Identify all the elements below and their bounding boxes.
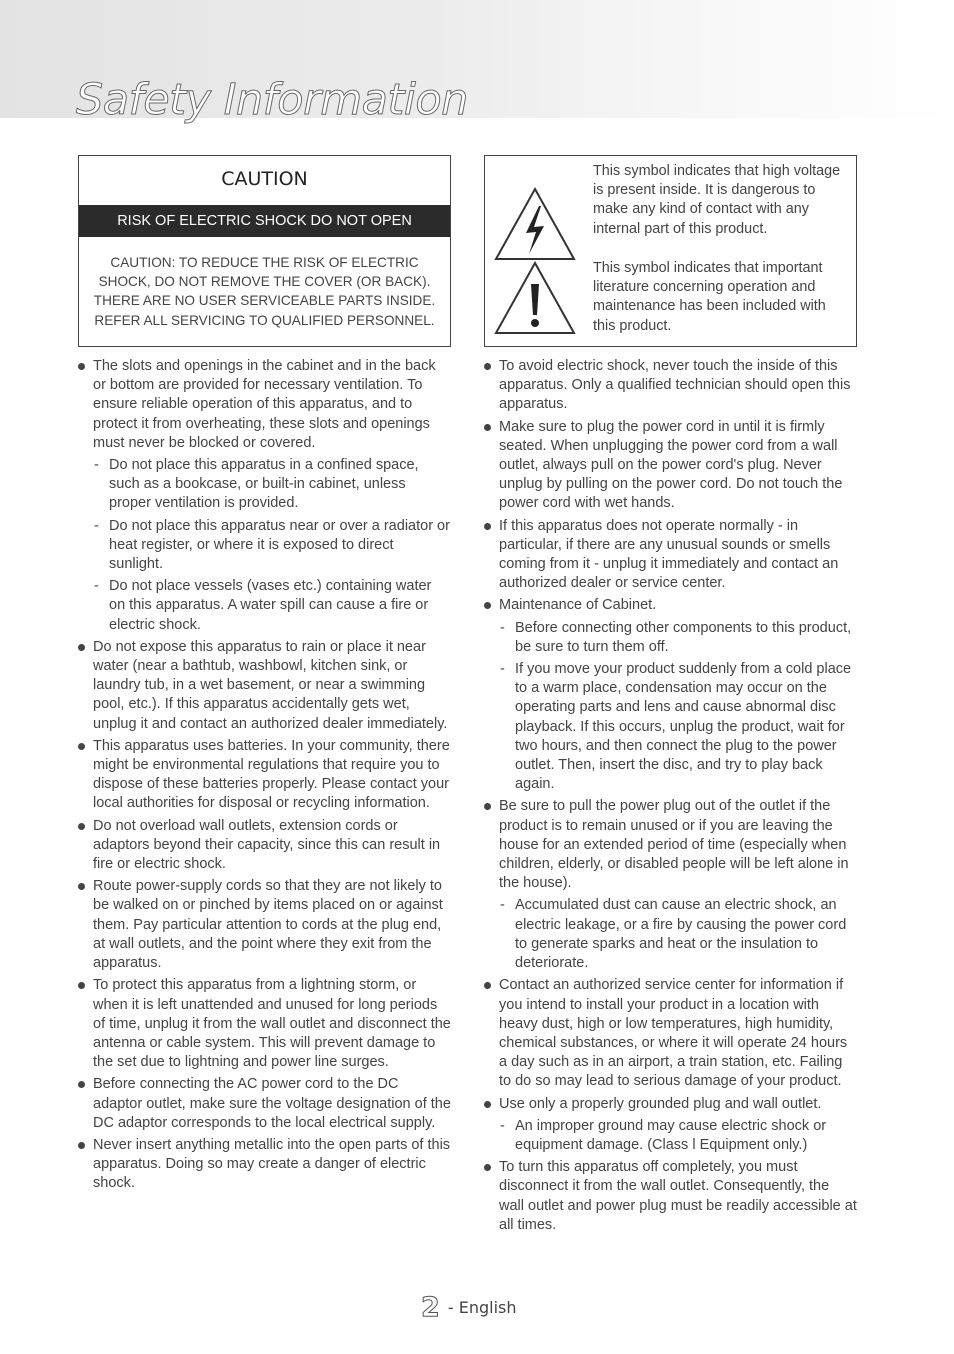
page-title: Safety Information [76,75,468,125]
right-column [483,357,857,1238]
list-item [77,357,451,635]
caution-title: CAUTION [221,168,308,190]
list-item-text: Do not overload wall outlets, extension cords or adaptors beyond their capacity, since this can result in fire or electric shock. [93,817,441,873]
list-item [77,1075,451,1133]
list-item-text: To turn this apparatus off completely, you must disconnect it from the wall outlet. Consequently, the wall outlet and power plug must be readily accessible at all times. [499,1159,857,1233]
list-item [483,357,857,415]
list-item-text: The slots and openings in the cabinet and in the back or bottom are provided for necessary ventilation. To ensure reliable operation of this apparatus, and to protect it from overheating, these slots and openings must never be blocked or covered. [93,358,436,451]
caution-text: CAUTION: TO REDUCE THE RISK OF ELECTRIC SHOCK, DO NOT REMOVE THE COVER (OR BACK). THERE ARE NO USER SERVICEABLE PARTS INSIDE. REFER ALL SERVICING TO QUALIFIED PERSONNEL. [93,255,436,328]
list-item [77,817,451,875]
sub-list-item: - Accumulated dust can cause an electric shock, an electric leakage, or a fire by causing the power cord to generate sparks and heat or the insulation to deteriorate. [499,896,857,973]
caution-banner: RISK OF ELECTRIC SHOCK DO NOT OPEN [79,205,450,237]
list-item [77,737,451,814]
list-item-text: This apparatus uses batteries. In your community, there might be environmental regulations that require you to dispose of these batteries properly. Please contact your local authorities for disposal or recycling information. [93,737,450,812]
list-item [483,797,857,973]
list-item [483,1095,857,1156]
page-language: - English [447,1298,517,1317]
list-item [483,1158,857,1235]
warning-symbols-box [484,155,857,347]
literature-symbol-text: This symbol indicates that important literature concerning operation and maintenance has been included with this product. [593,260,826,334]
sub-list-item: - Do not place vessels (vases etc.) containing water on this apparatus. A water spill can cause a fire or electric shock. [93,577,451,635]
list-item-text: Maintenance of Cabinet. [499,597,657,614]
list-item [483,976,857,1091]
list-item-text: Be sure to pull the power plug out of the outlet if the product is to remain unused or if you are leaving the house for an extended period of time (especially when children, elderly, or disabled people will be left alone in the house). [499,798,849,892]
sub-list-item: - Do not place this apparatus near or over a radiator or heat register, or where it is exposed to direct sunlight. [93,517,451,575]
sub-list-item: - If you move your product suddenly from a cold place to a warm place, condensation may occur on the operating parts and lens and cause abnormal disc playback. If this occurs, unplug the product, wait for two hours, and then connect the plug to the power outlet. Then, insert the disc, and try to play back again. [499,660,857,794]
list-item [483,418,857,514]
list-item [483,596,857,794]
list-item-text: Never insert anything metallic into the open parts of this apparatus. Doing so may create a danger of electric shock. [93,1136,451,1192]
list-item-text: Use only a properly grounded plug and wall outlet. [499,1095,822,1112]
caution-box [78,155,451,347]
high-voltage-symbol-text: This symbol indicates that high voltage is present inside. It is dangerous to make any kind of contact with any internal part of this product. [593,163,841,237]
list-item [77,1136,451,1194]
sub-list-item: - Before connecting other components to this product, be sure to turn them off. [499,619,857,657]
list-item-text: Route power-supply cords so that they are not likely to be walked on or pinched by items placed on or against them. Pay particular attention to cords at the plug end, at wall outlets, and the point where they exit from the apparatus. [93,878,443,972]
list-item-text: To avoid electric shock, never touch the inside of this apparatus. Only a qualified technician should open this apparatus. [499,358,851,413]
list-item-text: Contact an authorized service center for information if you intend to install your product in a location with heavy dust, high or low temperatures, high humidity, chemical substances, or where it will operate 24 hours a day such as in an airport, a train station, etc. Failing to do so may lead to serious damage of your product. [499,977,848,1090]
sub-list-item: - Do not place this apparatus in a confined space, such as a bookcase, or built-in cabinet, unless proper ventilation is provided. [93,456,451,514]
list-item [77,976,451,1072]
page-footer [421,1292,517,1323]
list-item-text: Make sure to plug the power cord in until it is firmly seated. When unplugging the power cord from a wall outlet, always pull on the power cord's plug. Never unplug by pulling on the power cord. Do not touch the power cord with wet hands. [499,418,843,512]
list-item [77,877,451,973]
left-column [77,357,451,1197]
list-item-text: If this apparatus does not operate normally - in particular, if there are any unusual sounds or smells coming from it - unplug it immediately and contact an authorized dealer or service center. [499,517,839,592]
list-item [77,638,451,734]
page-number: 2 [421,1292,440,1323]
list-item-text: Before connecting the AC power cord to the DC adaptor outlet, make sure the voltage designation of the DC adaptor corresponds to the local electrical supply. [93,1076,451,1131]
lightning-bolt-warning-icon [493,186,577,262]
sub-list-item: - An improper ground may cause electric shock or equipment damage. (Class l Equipment only.) [499,1117,857,1155]
exclamation-warning-icon [493,260,577,336]
list-item [483,517,857,594]
list-item-text: Do not expose this apparatus to rain or place it near water (near a bathtub, washbowl, kitchen sink, or laundry tub, in a wet basement, or near a swimming pool, etc.). If this apparatus accidentally gets wet, unplug it and contact an authorized dealer immediately. [93,638,448,732]
list-item-text: To protect this apparatus from a lightning storm, or when it is left unattended and unused for long periods of time, unplug it from the wall outlet and disconnect the antenna or cable system. This will prevent damage to the set due to lightning and power line surges. [93,977,451,1071]
